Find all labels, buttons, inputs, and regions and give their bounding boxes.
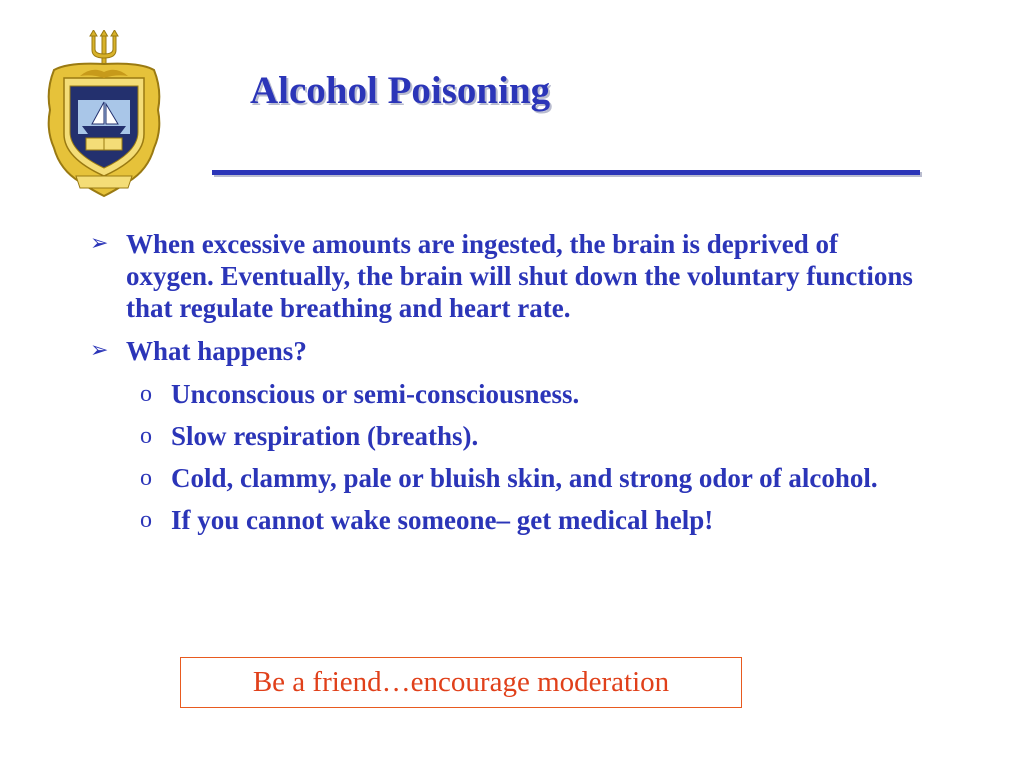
sub-bullet-text: Slow respiration (breaths). [171, 421, 479, 451]
bullet-item [90, 335, 920, 367]
title-underline [212, 170, 920, 175]
slide-title: Alcohol Poisoning [250, 69, 551, 112]
naval-academy-seal-icon [40, 30, 168, 200]
bullet-item [90, 228, 920, 324]
circle-bullet-icon: o [140, 507, 152, 533]
bullet-text: When excessive amounts are ingested, the brain is deprived of oxygen. Eventually, the brain will shut down the voluntary functions that regulate breathing and heart rate. [126, 229, 913, 323]
circle-bullet-icon: o [140, 423, 152, 449]
circle-bullet-icon: o [140, 381, 152, 407]
sub-bullet-item [90, 420, 920, 452]
sub-bullet-item [90, 462, 920, 494]
circle-bullet-icon: o [140, 465, 152, 491]
sub-bullet-text: Cold, clammy, pale or bluish skin, and strong odor of alcohol. [171, 463, 878, 493]
sub-bullet-text: If you cannot wake someone– get medical help! [171, 505, 714, 535]
bullet-text: What happens? [126, 336, 307, 366]
sub-bullet-text: Unconscious or semi-consciousness. [171, 379, 580, 409]
sub-bullet-item [90, 504, 920, 536]
bullet-list [90, 228, 920, 546]
arrow-bullet-icon: ➢ [90, 338, 109, 363]
moderation-callout: Be a friend…encourage moderation [180, 657, 742, 708]
sub-bullet-item [90, 378, 920, 410]
arrow-bullet-icon: ➢ [90, 231, 109, 256]
